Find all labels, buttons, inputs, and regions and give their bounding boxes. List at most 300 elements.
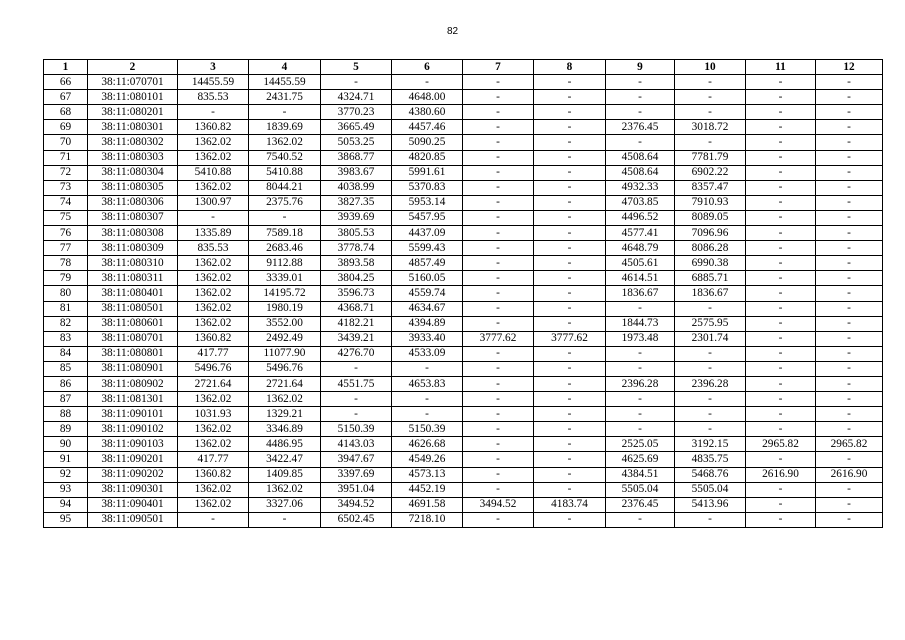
table-cell: 38:11:080304 (88, 165, 178, 180)
table-cell: - (534, 135, 606, 150)
table-cell: 4551.75 (321, 376, 392, 391)
table-cell: 4505.61 (606, 256, 675, 271)
table-cell: 3939.69 (321, 210, 392, 225)
table-cell: - (321, 392, 392, 407)
table-cell: - (746, 180, 816, 195)
table-row (44, 301, 883, 316)
table-cell: - (816, 422, 883, 437)
table-cell: 5496.76 (178, 361, 249, 376)
table-cell: - (816, 392, 883, 407)
table-cell: 1329.21 (249, 407, 321, 422)
table-cell: 38:11:080701 (88, 331, 178, 346)
table-cell: 70 (44, 135, 88, 150)
table-cell: 38:11:090202 (88, 467, 178, 482)
table-row (44, 75, 883, 90)
table-cell: 4648.79 (606, 241, 675, 256)
table-cell: 835.53 (178, 241, 249, 256)
table-cell: 2376.45 (606, 497, 675, 512)
table-cell: 38:11:080310 (88, 256, 178, 271)
table-cell: 4486.95 (249, 437, 321, 452)
table-cell: 38:11:080301 (88, 120, 178, 135)
table-cell: 3983.67 (321, 165, 392, 180)
table-cell: 38:11:090201 (88, 452, 178, 467)
table-cell: - (534, 392, 606, 407)
table-cell: 93 (44, 482, 88, 497)
table-cell: - (746, 316, 816, 331)
table-row (44, 407, 883, 422)
table-cell: 2575.95 (675, 316, 746, 331)
table-cell: 38:11:080601 (88, 316, 178, 331)
table-cell: 79 (44, 271, 88, 286)
table-cell: 4457.46 (392, 120, 463, 135)
table-cell: 3346.89 (249, 422, 321, 437)
table-cell: - (534, 210, 606, 225)
table-cell: 5090.25 (392, 135, 463, 150)
table-cell: 80 (44, 286, 88, 301)
table-cell: - (534, 482, 606, 497)
table-cell: - (463, 452, 534, 467)
column-header-4: 4 (249, 60, 321, 75)
table-cell: - (534, 241, 606, 256)
table-cell: 2721.64 (249, 376, 321, 391)
table-row (44, 286, 883, 301)
table-cell: 38:11:090301 (88, 482, 178, 497)
table-cell: 6885.71 (675, 271, 746, 286)
table-cell: 5496.76 (249, 361, 321, 376)
table-cell: 68 (44, 105, 88, 120)
data-table (43, 59, 883, 528)
table-cell: 38:11:090101 (88, 407, 178, 422)
table-cell: 5953.14 (392, 195, 463, 210)
table-cell: 3805.53 (321, 226, 392, 241)
table-cell: 4577.41 (606, 226, 675, 241)
table-cell: - (534, 105, 606, 120)
table-cell: 1362.02 (178, 271, 249, 286)
table-cell: - (463, 467, 534, 482)
table-cell: 1362.02 (178, 316, 249, 331)
table-cell: 74 (44, 195, 88, 210)
table-cell: - (746, 497, 816, 512)
table-cell: - (746, 210, 816, 225)
table-cell: - (463, 180, 534, 195)
table-cell: - (463, 241, 534, 256)
table-cell: - (178, 210, 249, 225)
table-cell: - (675, 90, 746, 105)
table-cell: - (463, 165, 534, 180)
table-cell: - (463, 226, 534, 241)
table-cell: - (675, 392, 746, 407)
table-row (44, 331, 883, 346)
table-cell: 2396.28 (675, 376, 746, 391)
table-cell: - (746, 105, 816, 120)
table-cell: - (746, 392, 816, 407)
table-cell: 1362.02 (178, 497, 249, 512)
table-cell: - (816, 361, 883, 376)
table-cell: 3777.62 (463, 331, 534, 346)
table-cell: - (321, 361, 392, 376)
table-cell: 78 (44, 256, 88, 271)
table-cell: 38:11:080201 (88, 105, 178, 120)
page-number: 82 (446, 26, 459, 37)
table-row (44, 165, 883, 180)
table-cell: 3018.72 (675, 120, 746, 135)
table-cell: - (606, 407, 675, 422)
table-row (44, 180, 883, 195)
table-cell: 1362.02 (249, 392, 321, 407)
table-cell: - (534, 512, 606, 527)
table-cell: 1362.02 (178, 301, 249, 316)
table-cell: 38:11:090401 (88, 497, 178, 512)
table-cell: 3327.06 (249, 497, 321, 512)
table-cell: 4820.85 (392, 150, 463, 165)
table-cell: 1362.02 (249, 482, 321, 497)
table-cell: 1362.02 (178, 135, 249, 150)
table-cell: - (606, 105, 675, 120)
table-cell: 38:11:080101 (88, 90, 178, 105)
table-row (44, 346, 883, 361)
table-cell: 38:11:080901 (88, 361, 178, 376)
table-cell: 71 (44, 150, 88, 165)
table-cell: - (816, 210, 883, 225)
table-row (44, 256, 883, 271)
table-cell: - (816, 256, 883, 271)
column-header-3: 3 (178, 60, 249, 75)
table-cell: - (463, 376, 534, 391)
table-cell: - (816, 331, 883, 346)
table-cell: - (534, 286, 606, 301)
column-header-5: 5 (321, 60, 392, 75)
table-cell: 4038.99 (321, 180, 392, 195)
table-row (44, 422, 883, 437)
table-cell: - (746, 301, 816, 316)
table-cell: 89 (44, 422, 88, 437)
table-cell: 67 (44, 90, 88, 105)
table-cell: 3494.52 (321, 497, 392, 512)
table-cell: 2616.90 (816, 467, 883, 482)
table-cell: 2431.75 (249, 90, 321, 105)
table-cell: - (463, 301, 534, 316)
table-cell: 3770.23 (321, 105, 392, 120)
table-cell: 1360.82 (178, 331, 249, 346)
table-cell: - (746, 120, 816, 135)
table-cell: 73 (44, 180, 88, 195)
table-cell: 38:11:090501 (88, 512, 178, 527)
table-cell: 38:11:080305 (88, 180, 178, 195)
column-header-9: 9 (606, 60, 675, 75)
table-cell: - (534, 407, 606, 422)
table-cell: - (463, 210, 534, 225)
table-cell: - (534, 316, 606, 331)
table-cell: 4648.00 (392, 90, 463, 105)
table-cell: 92 (44, 467, 88, 482)
table-cell: 3552.00 (249, 316, 321, 331)
table-cell: - (606, 512, 675, 527)
table-cell: 14195.72 (249, 286, 321, 301)
table-cell: - (816, 286, 883, 301)
table-cell: 7781.79 (675, 150, 746, 165)
table-cell: 3339.01 (249, 271, 321, 286)
table-cell: 4384.51 (606, 467, 675, 482)
table-cell: - (746, 195, 816, 210)
table-cell: - (534, 422, 606, 437)
table-cell: 3192.15 (675, 437, 746, 452)
table-cell: 76 (44, 226, 88, 241)
table-row (44, 195, 883, 210)
table-row (44, 437, 883, 452)
table-cell: - (534, 90, 606, 105)
table-cell: 5370.83 (392, 180, 463, 195)
table-cell: - (463, 256, 534, 271)
table-cell: 11077.90 (249, 346, 321, 361)
table-cell: - (746, 135, 816, 150)
table-cell: 5505.04 (675, 482, 746, 497)
table-cell: 4626.68 (392, 437, 463, 452)
table-cell: - (463, 135, 534, 150)
table-cell: 38:11:090103 (88, 437, 178, 452)
table-cell: 1362.02 (178, 150, 249, 165)
table-cell: 38:11:080311 (88, 271, 178, 286)
table-cell: - (816, 497, 883, 512)
table-row (44, 135, 883, 150)
table-cell: 4183.74 (534, 497, 606, 512)
table-row (44, 210, 883, 225)
table-cell: - (746, 256, 816, 271)
table-cell: - (249, 512, 321, 527)
table-cell: - (534, 376, 606, 391)
column-header-6: 6 (392, 60, 463, 75)
table-cell: 6990.38 (675, 256, 746, 271)
table-cell: - (675, 75, 746, 90)
table-cell: 38:11:080902 (88, 376, 178, 391)
table-cell: 4143.03 (321, 437, 392, 452)
table-row (44, 241, 883, 256)
table-cell: 5160.05 (392, 271, 463, 286)
table-cell: - (816, 120, 883, 135)
table-body (44, 75, 883, 528)
table-cell: 72 (44, 165, 88, 180)
table-cell: 1844.73 (606, 316, 675, 331)
table-cell: 4691.58 (392, 497, 463, 512)
table-cell: 3804.25 (321, 271, 392, 286)
header-row (44, 60, 883, 75)
table-cell: 4634.67 (392, 301, 463, 316)
table-cell: - (746, 376, 816, 391)
table-cell: - (534, 256, 606, 271)
table-cell: - (463, 150, 534, 165)
table-cell: - (534, 75, 606, 90)
table-cell: 1360.82 (178, 467, 249, 482)
table-cell: 8044.21 (249, 180, 321, 195)
table-cell: 83 (44, 331, 88, 346)
table-cell: - (675, 361, 746, 376)
table-cell: 5053.25 (321, 135, 392, 150)
table-cell: 5410.88 (178, 165, 249, 180)
table-cell: 77 (44, 241, 88, 256)
table-row (44, 105, 883, 120)
table-cell: 1362.02 (249, 135, 321, 150)
table-cell: - (746, 90, 816, 105)
table-cell: 835.53 (178, 90, 249, 105)
table-cell: 3494.52 (463, 497, 534, 512)
table-cell: 38:11:081301 (88, 392, 178, 407)
table-cell: 4276.70 (321, 346, 392, 361)
table-cell: 5991.61 (392, 165, 463, 180)
table-cell: - (746, 241, 816, 256)
table-cell: - (816, 165, 883, 180)
table-cell: - (746, 422, 816, 437)
table-cell: 94 (44, 497, 88, 512)
table-cell: 3422.47 (249, 452, 321, 467)
table-cell: - (746, 361, 816, 376)
table-cell: 88 (44, 407, 88, 422)
table-cell: 5410.88 (249, 165, 321, 180)
table-cell: 4324.71 (321, 90, 392, 105)
table-cell: 4573.13 (392, 467, 463, 482)
table-cell: 4508.64 (606, 165, 675, 180)
table-row (44, 467, 883, 482)
table-cell: 6902.22 (675, 165, 746, 180)
table-cell: 3778.74 (321, 241, 392, 256)
table-cell: - (463, 437, 534, 452)
table-cell: 9112.88 (249, 256, 321, 271)
table-cell: 2376.45 (606, 120, 675, 135)
table-cell: - (463, 271, 534, 286)
table-cell: - (746, 271, 816, 286)
table-cell: - (463, 195, 534, 210)
table-cell: 4703.85 (606, 195, 675, 210)
table-cell: - (816, 301, 883, 316)
table-cell: - (249, 210, 321, 225)
table-cell: 3933.40 (392, 331, 463, 346)
table-cell: 86 (44, 376, 88, 391)
table-cell: - (675, 346, 746, 361)
table-cell: - (534, 180, 606, 195)
table-cell: - (534, 120, 606, 135)
table-cell: 66 (44, 75, 88, 90)
table-cell: - (606, 75, 675, 90)
table-cell: 3893.58 (321, 256, 392, 271)
table-row (44, 150, 883, 165)
table-cell: 1409.85 (249, 467, 321, 482)
table-cell: - (534, 226, 606, 241)
table-cell: 5150.39 (321, 422, 392, 437)
table-cell: - (463, 90, 534, 105)
table-cell: 5505.04 (606, 482, 675, 497)
table-cell: 38:11:080308 (88, 226, 178, 241)
table-cell: 14455.59 (178, 75, 249, 90)
table-cell: 4437.09 (392, 226, 463, 241)
table-cell: 87 (44, 392, 88, 407)
table-cell: 1362.02 (178, 392, 249, 407)
table-cell: 1362.02 (178, 482, 249, 497)
table-cell: - (606, 90, 675, 105)
table-cell: - (606, 392, 675, 407)
table-cell: - (392, 361, 463, 376)
column-header-1: 1 (44, 60, 88, 75)
table-cell: - (675, 512, 746, 527)
table-cell: 417.77 (178, 452, 249, 467)
table-cell: - (534, 165, 606, 180)
table-cell: - (392, 75, 463, 90)
table-cell: - (746, 286, 816, 301)
table-cell: 3827.35 (321, 195, 392, 210)
table-cell: 3947.67 (321, 452, 392, 467)
table-cell: - (816, 512, 883, 527)
table-cell: 1031.93 (178, 407, 249, 422)
table-cell: - (675, 301, 746, 316)
table-cell: 2492.49 (249, 331, 321, 346)
table-cell: 5457.95 (392, 210, 463, 225)
table-cell: 4932.33 (606, 180, 675, 195)
table-cell: - (463, 346, 534, 361)
table-cell: - (606, 422, 675, 437)
table-cell: - (816, 316, 883, 331)
table-cell: - (463, 482, 534, 497)
table-cell: - (321, 407, 392, 422)
table-cell: - (178, 105, 249, 120)
table-row (44, 90, 883, 105)
table-row (44, 482, 883, 497)
table-cell: 2396.28 (606, 376, 675, 391)
table-cell: - (746, 226, 816, 241)
table-cell: 4394.89 (392, 316, 463, 331)
table-cell: - (534, 452, 606, 467)
table-cell: - (816, 452, 883, 467)
table-cell: 38:11:080501 (88, 301, 178, 316)
table-cell: - (675, 422, 746, 437)
table-cell: - (746, 452, 816, 467)
table-cell: 4835.75 (675, 452, 746, 467)
table-cell: - (392, 392, 463, 407)
table-cell: - (534, 271, 606, 286)
column-header-12: 12 (816, 60, 883, 75)
table-cell: 5413.96 (675, 497, 746, 512)
table-cell: - (392, 407, 463, 422)
table-cell: 3868.77 (321, 150, 392, 165)
table-row (44, 316, 883, 331)
table-cell: 2965.82 (746, 437, 816, 452)
table-cell: - (463, 422, 534, 437)
table-cell: - (816, 271, 883, 286)
table-cell: - (675, 135, 746, 150)
table-cell: 1300.97 (178, 195, 249, 210)
table-row (44, 452, 883, 467)
table-cell: - (534, 361, 606, 376)
table-cell: - (746, 482, 816, 497)
table-cell: 4533.09 (392, 346, 463, 361)
table-cell: 8357.47 (675, 180, 746, 195)
table-cell: - (463, 512, 534, 527)
table-cell: 7910.93 (675, 195, 746, 210)
table-cell: 2301.74 (675, 331, 746, 346)
table-cell: 2721.64 (178, 376, 249, 391)
table-cell: 38:11:080401 (88, 286, 178, 301)
table-cell: 1973.48 (606, 331, 675, 346)
table-cell: - (746, 75, 816, 90)
table-row (44, 512, 883, 527)
column-header-2: 2 (88, 60, 178, 75)
table-cell: - (534, 437, 606, 452)
column-header-8: 8 (534, 60, 606, 75)
table-cell: 4559.74 (392, 286, 463, 301)
table-row (44, 120, 883, 135)
table-cell: - (606, 361, 675, 376)
table-cell: - (463, 316, 534, 331)
table-cell: 1362.02 (178, 286, 249, 301)
table-cell: 1362.02 (178, 256, 249, 271)
table-cell: 90 (44, 437, 88, 452)
table-cell: - (534, 301, 606, 316)
